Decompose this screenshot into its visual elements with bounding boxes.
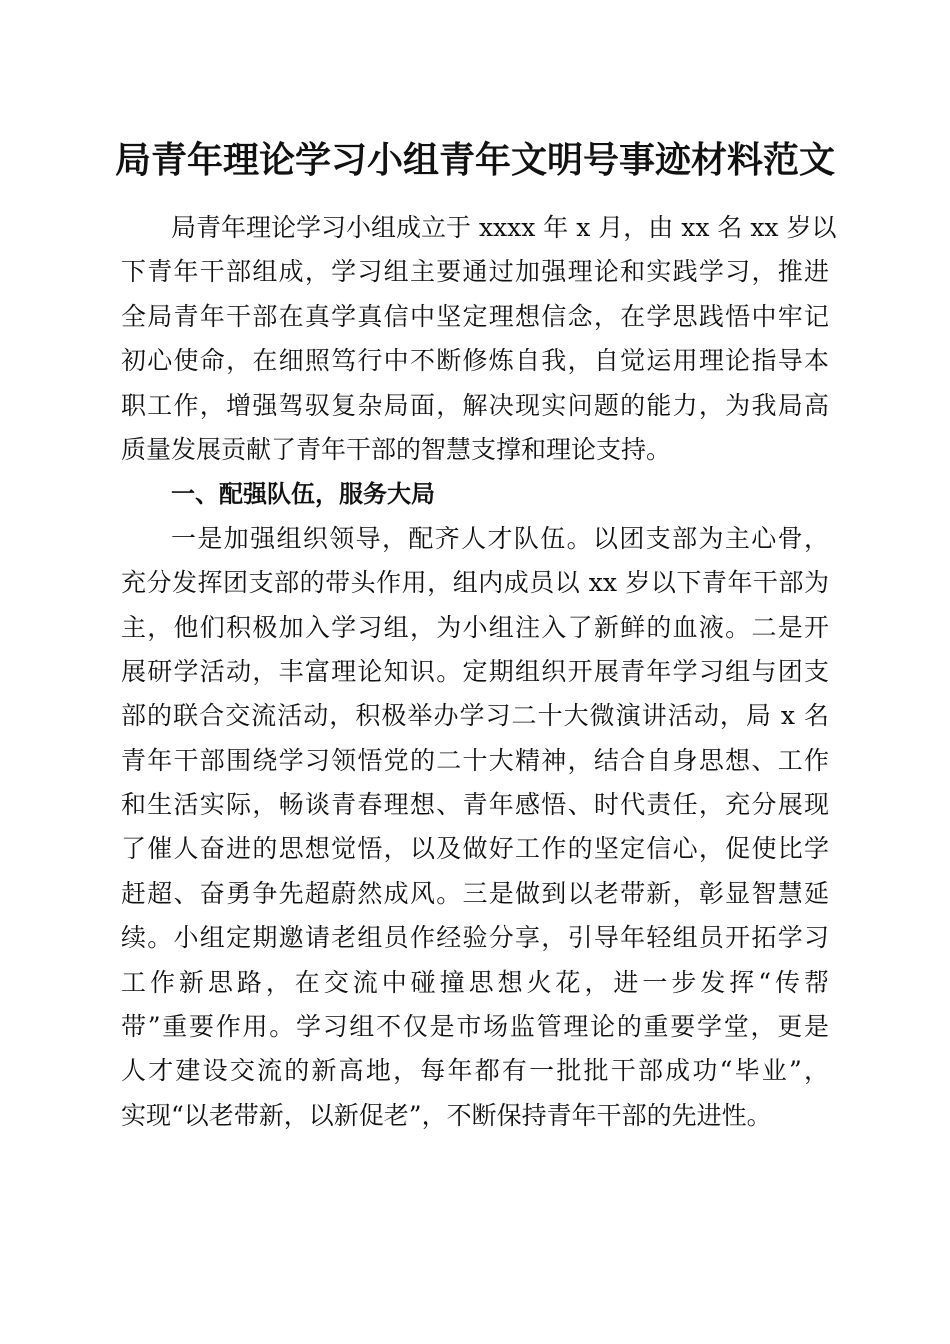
- section-paragraph-line: 了催人奋进的思想觉悟，以及做好工作的坚定信心，促使比学: [121, 834, 829, 864]
- section-paragraph-line: 续。小组定期邀请老组员作经验分享，引导年轻组员开拓学习: [121, 923, 829, 953]
- document-body: [121, 206, 837, 1138]
- intro-paragraph-line: 质量发展贡献了青年干部的智慧支撑和理论支持。: [121, 434, 672, 464]
- intro-paragraph-line: 职工作，增强驾驭复杂局面，解决现实问题的能力，为我局高: [121, 390, 829, 420]
- intro-paragraph-line: 全局青年干部在真学真信中坚定理想信念，在学思践悟中牢记: [121, 301, 829, 331]
- section-paragraph-line: 主，他们积极加入学习组，为小组注入了新鲜的血液。二是开: [121, 612, 829, 642]
- section-paragraph-line: 青年干部围绕学习领悟党的二十大精神，结合自身思想、工作: [121, 745, 829, 775]
- section-paragraph-line: 工作新思路，在交流中碰撞思想火花，进一步发挥“传帮: [121, 967, 829, 997]
- section-heading: 一、配强队伍，服务大局: [171, 480, 435, 509]
- section-paragraph-line: 带”重要作用。学习组不仅是市场监管理论的重要学堂，更是: [121, 1012, 829, 1042]
- document-title: 局青年理论学习小组青年文明号事迹材料范文: [114, 139, 835, 181]
- section-paragraph-line: 部的联合交流活动，积极举办学习二十大微演讲活动，局 x 名: [121, 701, 829, 731]
- section-paragraph-line: 人才建设交流的新高地，每年都有一批批干部成功“毕业”，: [121, 1056, 829, 1086]
- intro-paragraph-line: 局青年理论学习小组成立于 xxxx 年 x 月，由 xx 名 xx 岁以: [171, 213, 837, 242]
- intro-paragraph-line: 初心使命，在细照笃行中不断修炼自我，自觉运用理论指导本: [121, 346, 829, 376]
- section-paragraph-line: 赶超、奋勇争先超蔚然成风。三是做到以老带新，彰显智慧延: [121, 878, 829, 908]
- section-paragraph-line: 实现“以老带新，以新促老”，不断保持青年干部的先进性。: [121, 1100, 772, 1130]
- section-paragraph-line: 展研学活动，丰富理论知识。定期组织开展青年学习组与团支: [121, 656, 829, 686]
- section-paragraph-line: 一是加强组织领导，配齐人才队伍。以团支部为主心骨，: [171, 523, 829, 553]
- intro-paragraph-line: 下青年干部组成，学习组主要通过加强理论和实践学习，推进: [121, 257, 829, 287]
- section-paragraph-line: 和生活实际，畅谈青春理想、青年感悟、时代责任，充分展现: [121, 790, 829, 820]
- section-paragraph-line: 充分发挥团支部的带头作用，组内成员以 xx 岁以下青年干部为: [121, 568, 829, 598]
